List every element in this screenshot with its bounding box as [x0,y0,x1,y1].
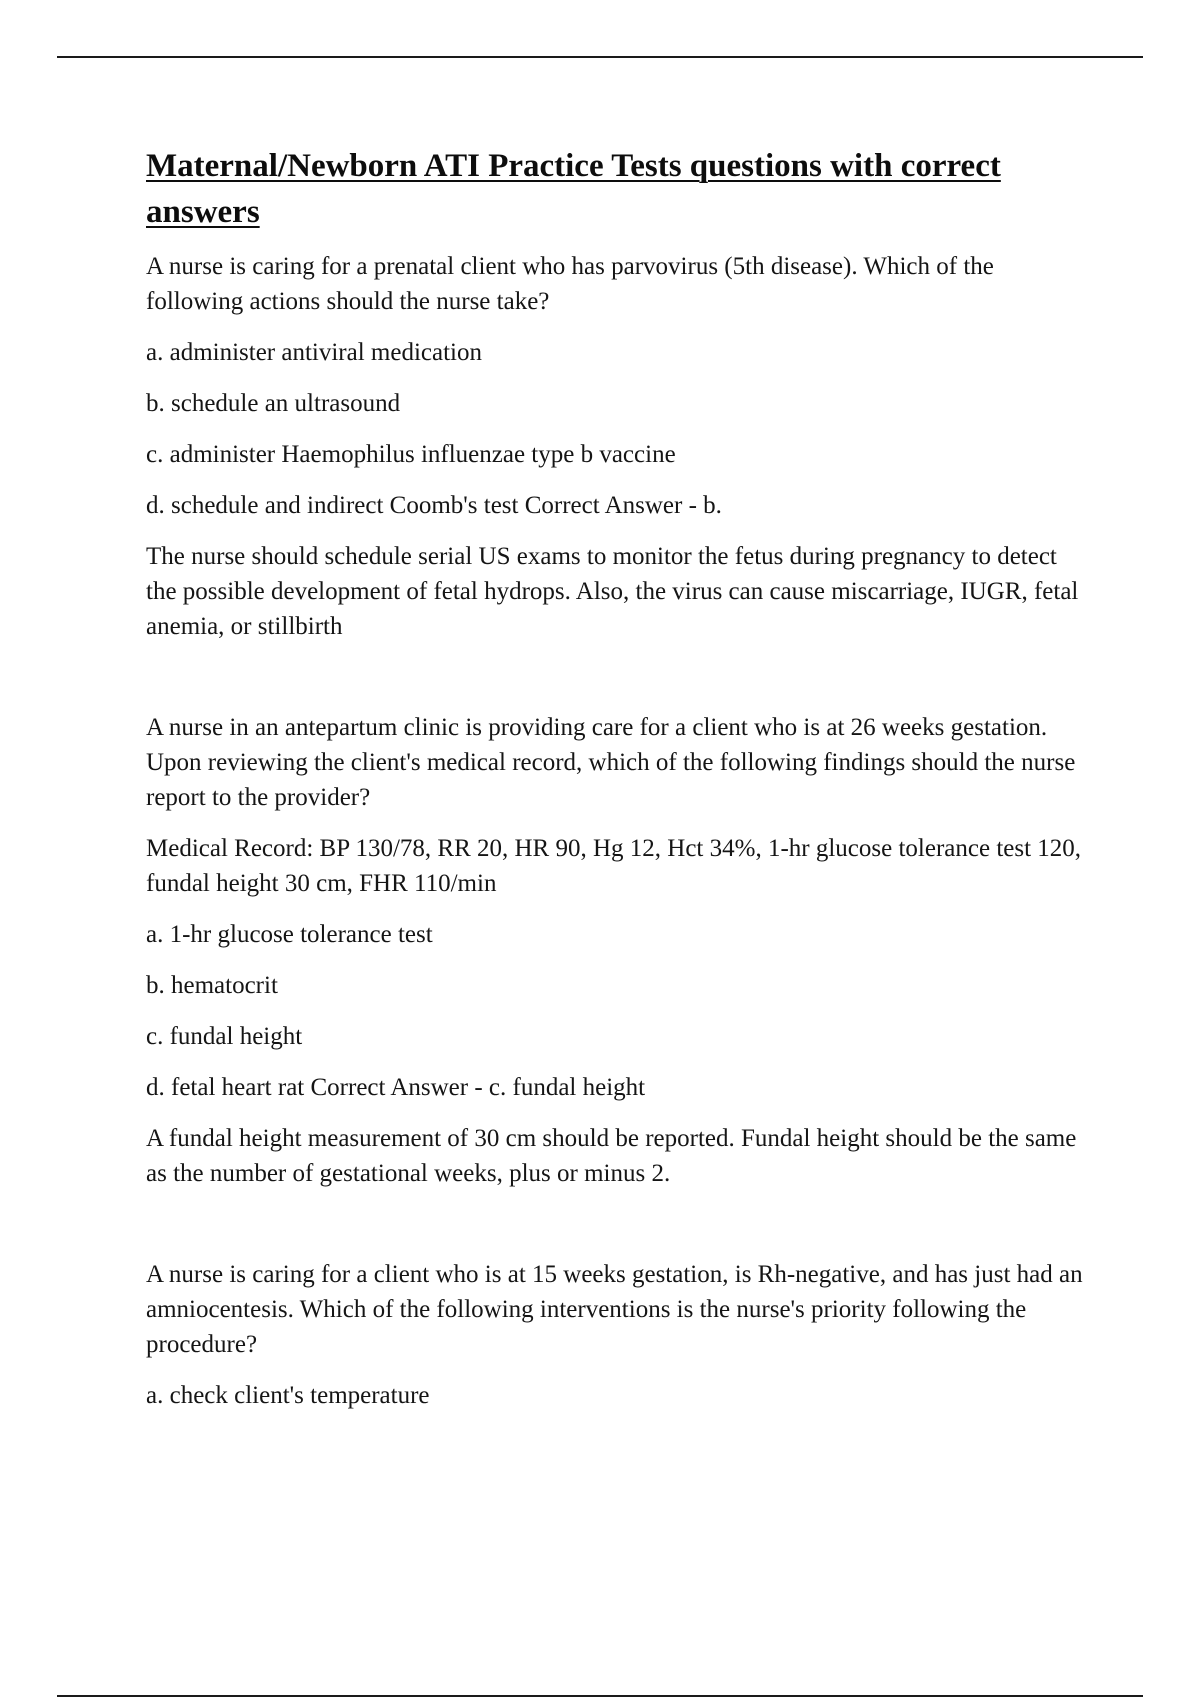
option-d-with-answer: d. fetal heart rat Correct Answer - c. fundal height [146,1074,646,1101]
document-body [146,143,1086,1429]
option-a: a. 1-hr glucose tolerance test [146,921,433,948]
question-spacer [146,1207,1086,1257]
medical-record-text: Medical Record: BP 130/78, RR 20, HR 90, Hg 12, Hct 34%, 1-hr glucose tolerance test 120, fundal height 30 cm, FHR 110/min [146,835,1082,897]
rationale-text: The nurse should schedule serial US exams to monitor the fetus during pregnancy to detect the possible development of fetal hydrops. Also, the virus can cause miscarriage, IUGR, fetal anemia, or stillbirth [146,543,1079,640]
option-a: a. administer antiviral medication [146,339,482,366]
document-title: Maternal/Newborn ATI Practice Tests questions with correct answers [146,148,1001,230]
option-b: b. hematocrit [146,972,278,999]
question-block-2 [146,710,1086,1191]
question-text: A nurse in an antepartum clinic is providing care for a client who is at 26 weeks gestation. Upon reviewing the client's medical record, which of the following findings should the nurse report to the provider? [146,714,1076,811]
question-text: A nurse is caring for a client who is at 15 weeks gestation, is Rh-negative, and has just had an amniocentesis. Which of the following interventions is the nurse's priority following the procedure? [146,1261,1083,1358]
option-c: c. administer Haemophilus influenzae type b vaccine [146,441,676,468]
question-block-3 [146,1257,1086,1413]
question-block-1 [146,249,1086,644]
question-spacer [146,660,1086,710]
question-text: A nurse is caring for a prenatal client who has parvovirus (5th disease). Which of the following actions should the nurse take? [146,253,994,315]
option-a: a. check client's temperature [146,1382,430,1409]
bottom-rule [57,1695,1143,1697]
option-d-with-answer: d. schedule and indirect Coomb's test Correct Answer - b. [146,492,722,519]
top-rule [57,56,1143,58]
option-b: b. schedule an ultrasound [146,390,401,417]
rationale-text: A fundal height measurement of 30 cm should be reported. Fundal height should be the same as the number of gestational weeks, plus or minus 2. [146,1125,1077,1187]
option-c: c. fundal height [146,1023,303,1050]
